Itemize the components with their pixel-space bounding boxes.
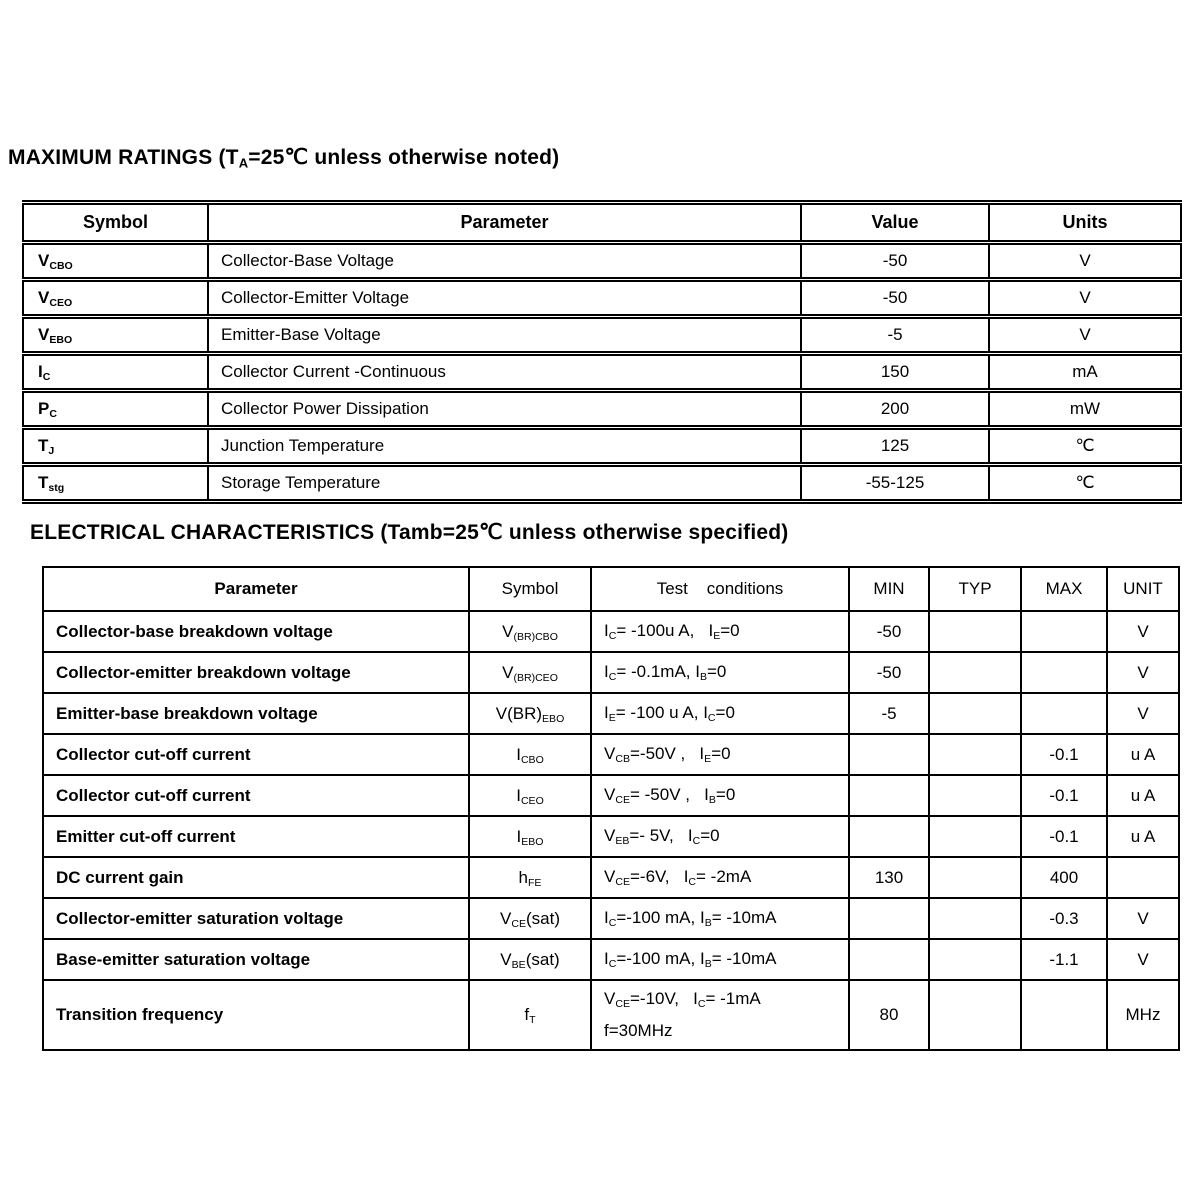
symbol-cell: $V_{CEO}$	[23, 280, 208, 317]
table-row	[43, 693, 1179, 734]
table-row	[23, 354, 1181, 391]
max-cell: -0.1	[1021, 734, 1107, 775]
max-cell: -0.3	[1021, 898, 1107, 939]
min-cell	[849, 775, 929, 816]
parameter-cell: DC current gain	[43, 857, 469, 898]
value-cell: -55-125	[801, 465, 989, 502]
max-cell: 400	[1021, 857, 1107, 898]
table-header-row	[43, 567, 1179, 611]
symbol-cell: $f_T$	[469, 980, 591, 1050]
symbol-cell: $V_{(BR)CBO}$	[469, 611, 591, 652]
unit-cell: V	[1107, 652, 1179, 693]
test-conditions-cell: $V_{EB}=-$ 5V, $I_C=0$	[591, 816, 849, 857]
parameter-cell: Collector-Emitter Voltage	[208, 280, 801, 317]
table-row	[43, 898, 1179, 939]
unit-cell: V	[1107, 693, 1179, 734]
symbol-cell: $V_{CBO}$	[23, 243, 208, 280]
parameter-cell: Emitter-Base Voltage	[208, 317, 801, 354]
units-cell: ℃	[989, 428, 1181, 465]
parameter-cell: Collector cut-off current	[43, 734, 469, 775]
value-cell: -50	[801, 243, 989, 280]
parameter-cell: Collector Current -Continuous	[208, 354, 801, 391]
symbol-cell: $V(BR)_{EBO}$	[469, 693, 591, 734]
symbol-cell: $h_{FE}$	[469, 857, 591, 898]
test-conditions-cell: $I_C=-100$ mA, $I_B= -10mA$	[591, 939, 849, 980]
parameter-cell: Emitter-base breakdown voltage	[43, 693, 469, 734]
symbol-cell: $I_C$	[23, 354, 208, 391]
table-row	[43, 775, 1179, 816]
table-header-row	[23, 203, 1181, 243]
min-cell: -50	[849, 652, 929, 693]
value-cell: -5	[801, 317, 989, 354]
parameter-cell: Transition frequency	[43, 980, 469, 1050]
min-cell	[849, 898, 929, 939]
symbol-cell: $I_{EBO}$	[469, 816, 591, 857]
table-row	[23, 280, 1181, 317]
symbol-cell: $V_{(BR)CEO}$	[469, 652, 591, 693]
typ-cell	[929, 939, 1021, 980]
value-cell: -50	[801, 280, 989, 317]
test-conditions-cell: $I_C=-100$ mA, $I_B= -10mA$	[591, 898, 849, 939]
max-ratings-table	[22, 200, 1182, 504]
units-cell: V	[989, 280, 1181, 317]
units-cell: ℃	[989, 465, 1181, 502]
test-conditions-cell: $V_{CE}=-6V$, $I_C= -2mA$	[591, 857, 849, 898]
max-cell: -0.1	[1021, 775, 1107, 816]
unit-cell: V	[1107, 611, 1179, 652]
max-ratings-title: MAXIMUM RATINGS ($T_A=25℃$ unless otherwise noted)	[8, 146, 560, 171]
min-cell: 130	[849, 857, 929, 898]
unit-cell: u A	[1107, 816, 1179, 857]
parameter-cell: Collector-emitter breakdown voltage	[43, 652, 469, 693]
unit-cell: MHz	[1107, 980, 1179, 1050]
table-row	[23, 391, 1181, 428]
table-row	[43, 980, 1179, 1050]
parameter-cell: Storage Temperature	[208, 465, 801, 502]
symbol-header: Symbol	[23, 203, 208, 243]
electrical-characteristics-table	[42, 566, 1180, 1051]
units-header: Units	[989, 203, 1181, 243]
value-cell: 125	[801, 428, 989, 465]
unit-cell: u A	[1107, 775, 1179, 816]
min-cell: 80	[849, 980, 929, 1050]
typ-cell	[929, 775, 1021, 816]
parameter-cell: Collector Power Dissipation	[208, 391, 801, 428]
symbol-cell: $V_{CE}(sat)$	[469, 898, 591, 939]
typ-cell	[929, 611, 1021, 652]
min-cell: -50	[849, 611, 929, 652]
max-cell	[1021, 652, 1107, 693]
max-header: MAX	[1021, 567, 1107, 611]
symbol-header: Symbol	[469, 567, 591, 611]
typ-cell	[929, 857, 1021, 898]
max-cell: -0.1	[1021, 816, 1107, 857]
parameter-cell: Emitter cut-off current	[43, 816, 469, 857]
typ-cell	[929, 816, 1021, 857]
table-row	[43, 857, 1179, 898]
min-cell: -5	[849, 693, 929, 734]
symbol-cell: $V_{BE}(sat)$	[469, 939, 591, 980]
max-cell: -1.1	[1021, 939, 1107, 980]
parameter-cell: Collector-base breakdown voltage	[43, 611, 469, 652]
typ-cell	[929, 693, 1021, 734]
table-row	[43, 734, 1179, 775]
test-conditions-cell: $V_{CB}=-50V$ , $I_E=0$	[591, 734, 849, 775]
typ-header: TYP	[929, 567, 1021, 611]
unit-cell: u A	[1107, 734, 1179, 775]
symbol-cell: $P_C$	[23, 391, 208, 428]
min-cell	[849, 816, 929, 857]
table-row	[23, 243, 1181, 280]
units-cell: V	[989, 317, 1181, 354]
test-conditions-cell: $I_E= -100$ u A, $I_C=0$	[591, 693, 849, 734]
symbol-cell: $I_{CBO}$	[469, 734, 591, 775]
table-row	[43, 939, 1179, 980]
typ-cell	[929, 734, 1021, 775]
table-row	[23, 465, 1181, 502]
max-cell	[1021, 611, 1107, 652]
unit-header: UNIT	[1107, 567, 1179, 611]
symbol-cell: $V_{EBO}$	[23, 317, 208, 354]
test-conditions-cell: $I_C= -0.1mA$, $I_B=0$	[591, 652, 849, 693]
table-row	[43, 816, 1179, 857]
parameter-cell: Collector-emitter saturation voltage	[43, 898, 469, 939]
parameter-header: Parameter	[43, 567, 469, 611]
parameter-cell: Base-emitter saturation voltage	[43, 939, 469, 980]
unit-cell: V	[1107, 898, 1179, 939]
max-cell	[1021, 980, 1107, 1050]
min-cell	[849, 939, 929, 980]
symbol-cell: $I_{CEO}$	[469, 775, 591, 816]
test-conditions-cell: $V_{CE}=-10V$, $I_C= -1mA$ f=30MHz	[591, 980, 849, 1050]
parameter-cell: Collector cut-off current	[43, 775, 469, 816]
value-cell: 200	[801, 391, 989, 428]
parameter-header: Parameter	[208, 203, 801, 243]
typ-cell	[929, 898, 1021, 939]
units-cell: mA	[989, 354, 1181, 391]
symbol-cell: $T_{stg}$	[23, 465, 208, 502]
table-row	[23, 317, 1181, 354]
value-header: Value	[801, 203, 989, 243]
test-conditions-cell: $I_C= -100u$ A, $I_E=0$	[591, 611, 849, 652]
unit-cell	[1107, 857, 1179, 898]
typ-cell	[929, 980, 1021, 1050]
value-cell: 150	[801, 354, 989, 391]
typ-cell	[929, 652, 1021, 693]
test-conditions-cell: $V_{CE}= -50V$ , $I_B=0$	[591, 775, 849, 816]
electrical-characteristics-title: ELECTRICAL CHARACTERISTICS (Tamb=25℃ unless otherwise specified)	[30, 521, 789, 544]
units-cell: mW	[989, 391, 1181, 428]
min-cell	[849, 734, 929, 775]
min-header: MIN	[849, 567, 929, 611]
parameter-cell: Junction Temperature	[208, 428, 801, 465]
parameter-cell: Collector-Base Voltage	[208, 243, 801, 280]
symbol-cell: $T_J$	[23, 428, 208, 465]
units-cell: V	[989, 243, 1181, 280]
test-conditions-header: Test conditions	[591, 567, 849, 611]
table-row	[23, 428, 1181, 465]
table-row	[43, 652, 1179, 693]
table-row	[43, 611, 1179, 652]
unit-cell: V	[1107, 939, 1179, 980]
max-cell	[1021, 693, 1107, 734]
